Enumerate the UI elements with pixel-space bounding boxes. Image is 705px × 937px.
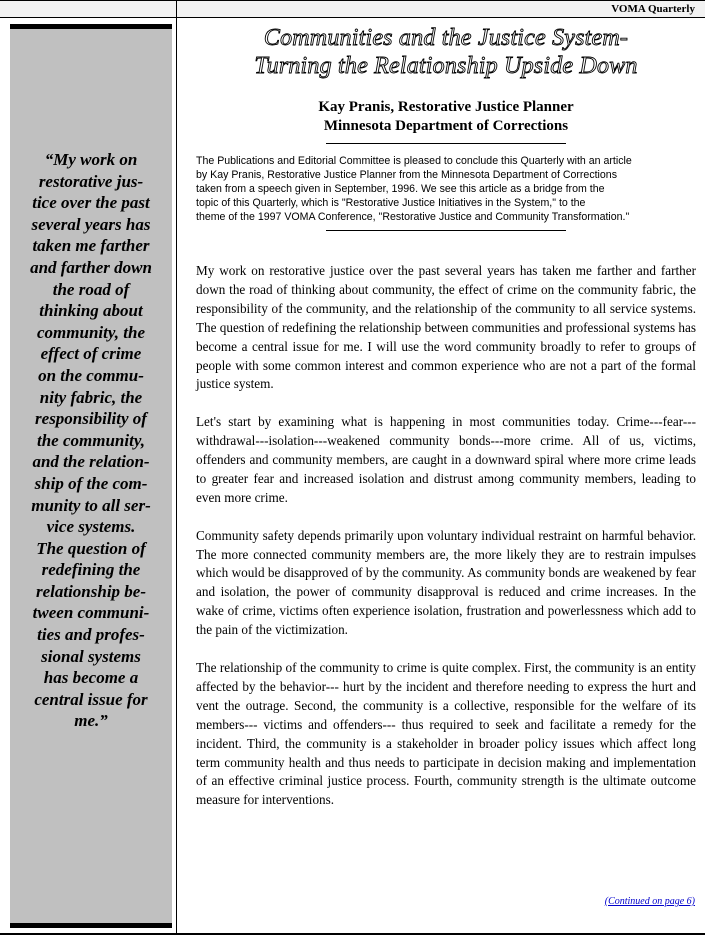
header-bar bbox=[0, 0, 705, 18]
page-bottom-rule bbox=[0, 933, 705, 935]
author-byline bbox=[196, 98, 696, 136]
article bbox=[196, 24, 696, 829]
article-body bbox=[196, 262, 696, 810]
column-divider bbox=[176, 18, 177, 934]
article-title bbox=[196, 24, 696, 80]
body-paragraph-3: Community safety depends primarily upon voluntary individual restraint on harmful behavior. The more connected community members are, the more likely they are to restrain impulses which would be disapproved of by the community. As community bonds are weakened by fear and isolation, the power of community disapproval is reduced and crime increases. In the wake of crime, victims often experience isolation, frustration and powerlessness which add to the pain of the victimization. bbox=[196, 527, 696, 638]
body-paragraph-2: Let's start by examining what is happening in most communities today. Crime---fear---withdrawal---isolation---weakened community bonds---more crime. All of us, victims, offenders and community members, are caught in a downward spiral where more crime leads to greater fear and increased isolation and distrust among community members, leading to even more crime. bbox=[196, 414, 696, 505]
continued-link[interactable]: (Continued on page 6) bbox=[604, 896, 695, 907]
author-affiliation: Minnesota Department of Corrections bbox=[323, 118, 569, 134]
article-title-line-1: Communities and the Justice System- bbox=[263, 25, 629, 51]
header-divider bbox=[176, 1, 177, 19]
editorial-intro: The Publications and Editorial Committee is pleased to conclude this Quarterly with an article by Kay Pranis, Restorative Justice Planner from the Minnesota Department of Corrections taken from a speech given in September, 1996. We see this article as a bridge from the topic of this Quarterly, which is "Restorative Justice Initiatives in the System," to the theme of the 1997 VOMA Conference, "Restorative Justice and Community Transformation." bbox=[196, 155, 632, 223]
publication-name: VOMA Quarterly bbox=[611, 3, 695, 15]
body-paragraph-4: The relationship of the community to crime is quite complex. First, the community is an entity affected by the behavior--- hurt by the incident and therefore needing to express the hurt and vent the outrage. Second, the community is a collective, responsible for the welfare of its members--- victims and offenders--- thus required to seek and facilitate a remedy for the incident. Third, the community is a stakeholder in broader policy issues which affect long term community health and thus needs to participate in decision making and implementation of an effective criminal justice process. Fourth, community strength is the ultimate outcome measure for interventions. bbox=[196, 659, 696, 808]
article-title-line-2: Turning the Relationship Upside Down bbox=[254, 53, 638, 79]
pull-quote-sidebar bbox=[10, 24, 172, 928]
author-name: Kay Pranis, Restorative Justice Planner bbox=[318, 99, 574, 115]
divider-rule-top bbox=[326, 143, 566, 144]
divider-rule-bottom bbox=[326, 230, 566, 231]
pull-quote: “My work on restorative jus- tice over the past several years has taken me farther and farther down the road of thinking about community, the effect of crime on the commu- nity fabric, the responsibility of the community, and the relation- ship of the com- munity to all ser- vice systems. The question of redefining the relationship be- tween communi- ties and profes- sional systems has become a central issue for me.” bbox=[30, 150, 152, 731]
body-paragraph-1: My work on restorative justice over the past several years has taken me farther and farther down the road of thinking about community, the effect of crime on the community fabric, the responsibility of the community, and the relationship of the community to all service systems. The question of redefining the relationship between communities and professional systems has become a central issue for me. I will use the word community broadly to refer to groups of people with some common interest and common experience who are not a part of the formal justice system. bbox=[196, 263, 696, 392]
